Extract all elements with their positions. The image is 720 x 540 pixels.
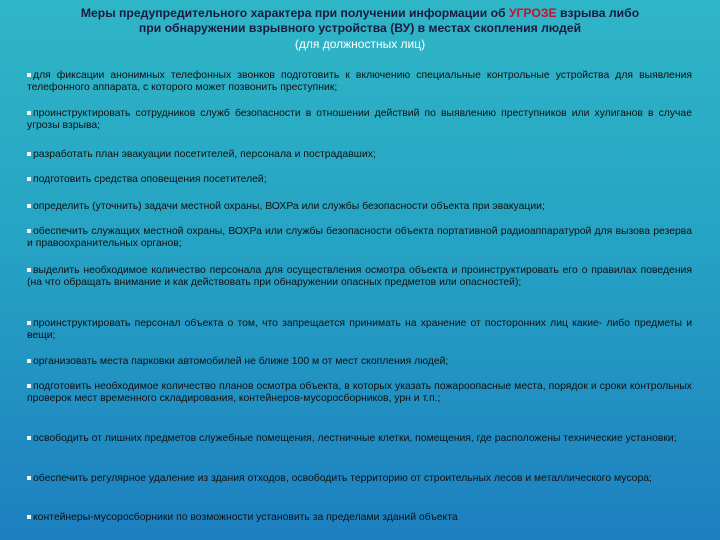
list-item <box>27 473 692 485</box>
bullet-icon <box>27 476 31 480</box>
bullet-icon <box>27 177 31 181</box>
list-item <box>27 174 692 186</box>
page-title <box>0 6 720 36</box>
header <box>0 0 720 52</box>
bullet-icon <box>27 436 31 440</box>
title-accent: УГРОЗЕ <box>508 6 557 20</box>
list-item-text: проинструктировать персонал объекта о том, что запрещается принимать на хранение от посторонних лиц какие- либо предметы и вещи; <box>27 318 692 342</box>
list-item-text: обеспечить регулярное удаление из здания отходов, освободить территорию от строительных лесов и металлического мусора; <box>33 473 652 484</box>
list-item <box>27 381 692 406</box>
list-item-text: организовать места парковки автомобилей не ближе 100 м от мест скопления людей; <box>33 356 449 367</box>
bullet-icon <box>27 321 31 325</box>
bullet-icon <box>27 384 31 388</box>
list-item <box>27 201 692 213</box>
list-item-text: подготовить средства оповещения посетителей; <box>33 174 267 185</box>
list-item <box>27 226 692 251</box>
title-line-2: при обнаружении взрывного устройства (ВУ) в местах скопления людей <box>138 21 582 35</box>
page-subtitle: (для должностных лиц) <box>294 37 426 51</box>
title-part-2: взрыва либо <box>556 6 640 20</box>
list-item <box>27 433 692 445</box>
title-part-1: Меры предупредительного характера при получении информации об <box>80 6 509 20</box>
bullet-icon <box>27 515 31 519</box>
list-item-text: определить (уточнить) задачи местной охраны, ВОХРа или службы безопасности объекта при эвакуации; <box>33 201 545 212</box>
list-item <box>27 356 692 368</box>
list-item <box>27 318 692 343</box>
list-item-text: выделить необходимое количество персонала для осуществления осмотра объекта и проинструктировать его о правилах поведения (на что обращать внимание и как действовать при обнаружении опасных предметов или опасностей); <box>27 265 692 289</box>
bullet-icon <box>27 359 31 363</box>
list-item-text: разработать план эвакуации посетителей, персонала и пострадавших; <box>33 149 376 160</box>
list-item <box>27 265 692 290</box>
list-item-text: подготовить необходимое количество планов осмотра объекта, в которых указать пожароопасные места, порядок и сроки контрольных проверок мест временного складирования, контейнеров-мусоросборников, урн и т.п.; <box>27 381 692 405</box>
bullet-icon <box>27 73 31 77</box>
list-item-text: освободить от лишних предметов служебные помещения, лестничные клетки, помещения, где расположены технические установки; <box>33 433 677 444</box>
list-item-text: обеспечить служащих местной охраны, ВОХРа или службы безопасности объекта портативной радиоаппаратурой для вызова резерва и правоохранительных органов; <box>27 226 692 250</box>
bullet-icon <box>27 111 31 115</box>
list-item-text: контейнеры-мусоросборники по возможности установить за пределами зданий объекта <box>33 512 458 523</box>
bullet-icon <box>27 229 31 233</box>
bullet-icon <box>27 268 31 272</box>
list-item-text: проинструктировать сотрудников служб безопасности в отношении действий по выявлению преступников или хулиганов в случае угрозы взрыва; <box>27 108 692 132</box>
list-item <box>27 149 692 161</box>
bullet-icon <box>27 204 31 208</box>
list-item <box>27 108 692 133</box>
bullet-icon <box>27 152 31 156</box>
list-item <box>27 70 692 95</box>
list-item <box>27 512 692 524</box>
list-item-text: для фиксации анонимных телефонных звонков подготовить к включению специальные контрольные устройства для выявления телефонного аппарата, с которого может позвонить преступник; <box>27 70 692 94</box>
